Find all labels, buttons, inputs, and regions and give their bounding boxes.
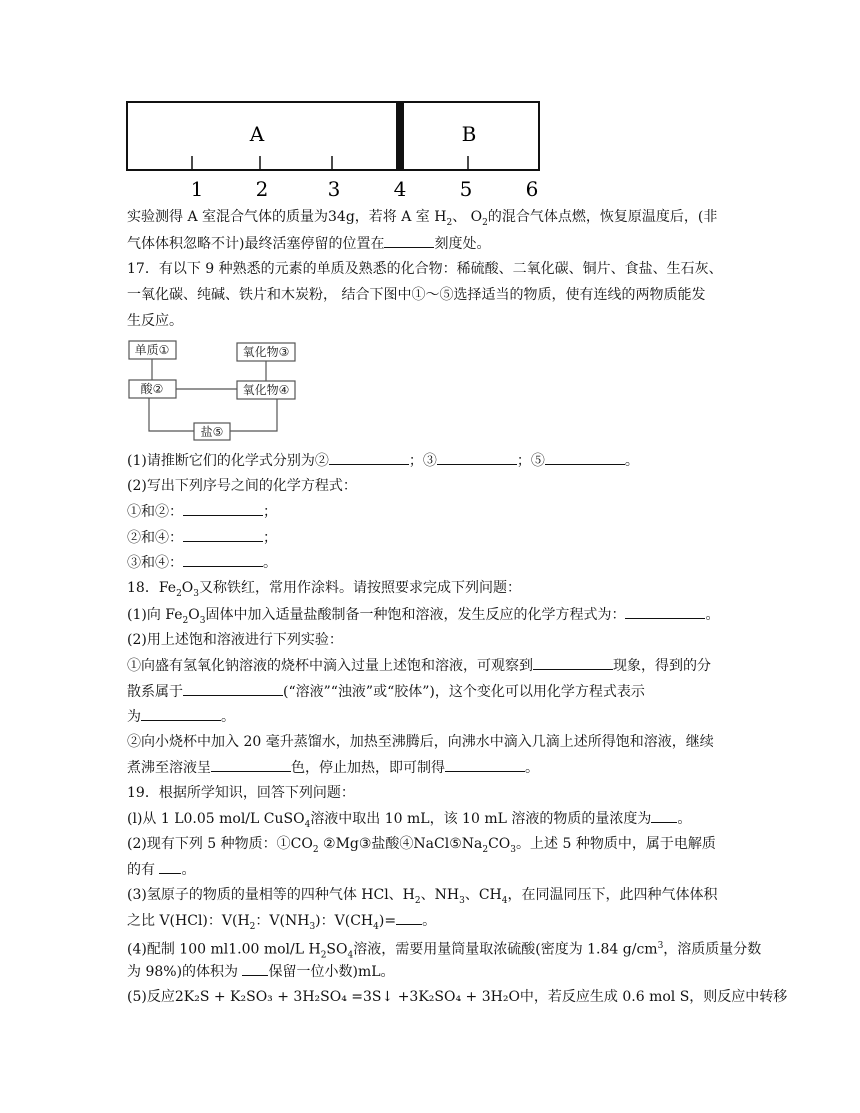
q18-stem: 18．$Fe_2O_3$又称铁红，常用作涂料。请按照要求完成下列问题： bbox=[127, 580, 522, 599]
scale-label-1: 1 bbox=[190, 177, 204, 201]
cylinder-outline bbox=[127, 102, 539, 170]
q19-stem: 19．根据所学知识，回答下列问题： bbox=[127, 785, 355, 801]
q17-part-2-2: ②和④： ； bbox=[127, 527, 277, 548]
link-2-5 bbox=[149, 398, 194, 431]
q17-stem-2: 一氧化碳、纯碱、铁片和木炭粉， 结合下图中①～⑤选择适当的物质，使有连线的两物质能发 bbox=[127, 287, 706, 303]
q17-part-1: (1)请推断它们的化学式分别为② ；③ ；⑤ 。 bbox=[127, 450, 639, 471]
scale-label-4: 4 bbox=[393, 177, 407, 201]
q17-part-2: (2)写出下列序号之间的化学方程式： bbox=[127, 478, 357, 494]
answer-blank[interactable] bbox=[384, 233, 434, 248]
q18-part-1: (1)向 $Fe_2O_3$固体中加入适量盐酸制备一种饱和溶液，发生反应的化学方程式为： 。 bbox=[127, 604, 719, 631]
label-acid-2: 酸② bbox=[140, 382, 164, 396]
answer-blank[interactable] bbox=[396, 910, 422, 925]
label-salt-5: 盐⑤ bbox=[200, 425, 224, 439]
piston-diagram bbox=[120, 96, 550, 204]
scale-label-3: 3 bbox=[327, 177, 341, 201]
q18-part-2-1-line3: 为 。 bbox=[127, 706, 235, 727]
reaction-diagram bbox=[127, 338, 302, 446]
q19-part-2-line2: 的有 。 bbox=[127, 859, 195, 880]
label-oxide-4: 氧化物④ bbox=[242, 383, 290, 397]
answer-blank[interactable] bbox=[211, 757, 291, 772]
piston-figure bbox=[120, 96, 550, 204]
answer-blank[interactable] bbox=[242, 961, 268, 976]
q16-line-1: 实验测得 A 室混合气体的质量为34g，若将 A 室 $H_2$、 $O_2$的混合气体点燃，恢复原温度后，(非 bbox=[127, 209, 718, 228]
chamber-a-label: A bbox=[249, 122, 265, 146]
scale-label-6: 6 bbox=[525, 177, 539, 201]
piston-bar bbox=[396, 102, 404, 170]
q17-part-2-1: ①和②： ； bbox=[127, 501, 277, 522]
answer-blank[interactable] bbox=[183, 527, 263, 542]
q17-stem-1: 17．有以下 9 种熟悉的元素的单质及熟悉的化合物：稀硫酸、二氧化碳、铜片、食盐、生石灰、 bbox=[127, 261, 723, 277]
q19-part-3-line1: (3)氢原子的物质的量相等的四种气体 HCl、$H_2$、$NH_3$、$CH_4$，在同温同压下，此四种气体体积 bbox=[127, 887, 718, 906]
q17-part-2-3: ③和④： 。 bbox=[127, 552, 277, 573]
q18-part-2-2-line2: 煮沸至溶液呈 色，停止加热，即可制得 。 bbox=[127, 757, 539, 778]
reaction-diagram-svg bbox=[127, 338, 302, 446]
answer-blank[interactable] bbox=[329, 450, 409, 465]
answer-blank[interactable] bbox=[651, 808, 677, 823]
answer-blank[interactable] bbox=[437, 450, 517, 465]
answer-blank[interactable] bbox=[183, 501, 263, 516]
q18-part-2-1-line1: ①向盛有氢氧化钠溶液的烧杯中滴入过量上述饱和溶液，可观察到 现象，得到的分 bbox=[127, 655, 711, 676]
q17-stem-3: 生反应。 bbox=[127, 313, 183, 329]
q18-part-2-1-line2: 散系属于 (“溶液”“浊液”或“胶体”)，这个变化可以用化学方程式表示 bbox=[127, 681, 645, 702]
chamber-b-label: B bbox=[461, 122, 477, 146]
answer-blank[interactable] bbox=[159, 859, 181, 874]
q16-line-2: 气体体积忽略不计)最终活塞停留的位置在 刻度处。 bbox=[127, 233, 490, 254]
q19-part-4-line1: (4)配制 100 ml1.00 mol/L $H_2SO_4$溶液，需要用量筒量取浓硫酸(密度为 1.84 $g/cm^3$，溶质质量分数 bbox=[127, 941, 762, 961]
q18-part-2-2-line1: ②向小烧杯中加入 20 毫升蒸馏水，加热至沸腾后，向沸水中滴入几滴上述所得饱和溶液，继续 bbox=[127, 734, 714, 750]
q19-part-5: (5)反应2K₂S + K₂SO₃ + 3H₂SO₄ =3S↓ +3K₂SO₄ + 3H₂O中，若反应生成 0.6 mol S，则反应中转移 bbox=[127, 989, 788, 1005]
scale-label-2: 2 bbox=[255, 177, 269, 201]
scale-label-5: 5 bbox=[459, 177, 473, 201]
answer-blank[interactable] bbox=[183, 552, 263, 567]
reaction-equation: 2K₂S + K₂SO₃ + 3H₂SO₄ =3S↓ +3K₂SO₄ + 3H₂O bbox=[174, 989, 520, 1005]
label-element-1: 单质① bbox=[134, 343, 170, 357]
answer-blank[interactable] bbox=[141, 706, 221, 721]
link-4-5 bbox=[230, 399, 277, 431]
q19-part-2-line1: (2)现有下列 5 种物质：$①CO_2$ ②Mg③盐酸$④NaCl⑤Na_2CO_3$。上述 5 种物质中，属于电解质 bbox=[127, 836, 716, 855]
answer-blank[interactable] bbox=[545, 450, 625, 465]
answer-blank[interactable] bbox=[445, 757, 525, 772]
answer-blank[interactable] bbox=[625, 604, 705, 619]
q19-part-4-line2: 为 98%)的体积为 保留一位小数)mL。 bbox=[127, 961, 395, 982]
answer-blank[interactable] bbox=[183, 681, 283, 696]
q19-part-1: (l)从 1 L0.05 mol/L CuSO$_4$溶液中取出 10 mL，该 10 mL 溶液的物质的量浓度为 。 bbox=[127, 808, 691, 835]
label-oxide-3: 氧化物③ bbox=[242, 345, 290, 359]
q18-part-2: (2)用上述饱和溶液进行下列实验： bbox=[127, 632, 343, 648]
answer-blank[interactable] bbox=[533, 655, 613, 670]
q19-part-3-line2: 之比 V(HCl)：$V(H_2$：$V(NH_3)$：$V(CH_4)=$ 。 bbox=[127, 910, 436, 937]
